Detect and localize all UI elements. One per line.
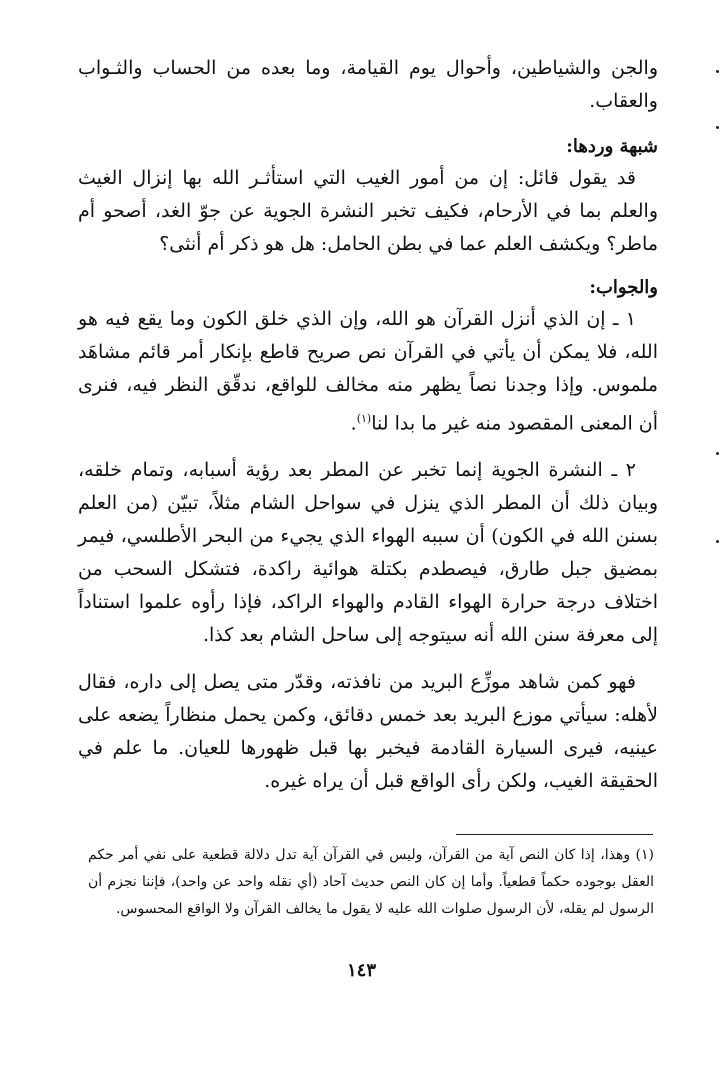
answer-paragraph-3: فهو كمن شاهد موزِّع البريد من نافذته، وقدّر متى يصل إلى داره، فقال لأهله: سيأتي موزع البريد بعد خمس دقائق، وكمن يحمل منظاراً يضعه على عينيه، فيرى السيارة القادمة فيخبر بها قبل ظهورها للعيان. ما علم في الحقيقة الغيب، ولكن رأى الواقع قبل أن يراه غيره.	[78, 671, 658, 793]
answer-1-text: ١ ـ إن الذي أنزل القرآن هو الله، وإن الذي خلق الكون وما يقع فيه هو الله، فلا يمكن أن يأتي في القرآن نص صريح قاطع بإنكار أمر قائم مشاهَد ملموس. وإذا وجدنا نصاً يظهر منه مخالف للواقع، ندقّق النظر فيه، فنرى أن المعنى المقصود منه غير ما بدا لنا	[78, 308, 658, 435]
answer-paragraph-2: ٢ ـ النشرة الجوية إنما تخبر عن المطر بعد رؤية أسبابه، وتمام خلقه، وبيان ذلك أن المطر الذي ينزل في سواحل الشام مثلاً، تبيّن (من العلم بسنن الله في الكون) أن سببه الهواء الذي يجيء من البحر الأطلسي، فيمر بمضيق جبل طارق، فيصطدم بكتلة هوائية راكدة، فتشكل السحب من اختلاف درجة حرارة الهواء القادم والهواء الراكد، فإذا رأوه علموا استناداً إلى معرفة سنن الله أنه سيتوجه إلى ساحل الشام بعد كذا.	[78, 459, 658, 647]
footnote-ref: (١)	[356, 412, 372, 425]
page-number: ١٤٣	[346, 960, 376, 981]
intro-paragraph: والجن والشياطين، وأحوال يوم القيامة، وما بعده من الحساب والثـواب والعقاب.	[78, 57, 658, 112]
footnotes	[88, 842, 654, 923]
footnote-1: (١) وهذا، إذا كان النص آية من القرآن، وليس في القرآن آية تدل دلالة قطعية على نفي أمر حكم العقل بوجوده حكماً قطعياً. وأما إن كان النص حديث آحاد (أي نقله واحد عن واحد)، فإننا نجزم أن الرسول لم يقله، لأن الرسول صلوات الله عليه لا يقول ما يخالف القرآن ولا الواقع المحسوس.	[88, 847, 654, 917]
margin-mark	[716, 452, 719, 455]
answer-1-end: .	[350, 412, 357, 435]
shubha-paragraph: قد يقول قائل: إن من أمور الغيب التي استأثـر الله بها إنزال الغيث والعلم بما في الأرحام، فكيف تخبر النشرة الجوية عن جوّ الغد، أصحو أم ماطر؟ ويكشف العلم عما في بطن الحامل: هل هو ذكر أم أنثى؟	[78, 167, 658, 255]
page-body	[78, 52, 658, 798]
answer-paragraph-1	[78, 303, 658, 440]
heading-shubha: شبهة وردها:	[566, 136, 658, 157]
margin-mark	[716, 540, 719, 543]
heading-answer: والجواب:	[589, 277, 658, 298]
margin-mark	[716, 126, 719, 129]
margin-mark	[716, 70, 719, 73]
footnote-divider	[456, 834, 653, 835]
